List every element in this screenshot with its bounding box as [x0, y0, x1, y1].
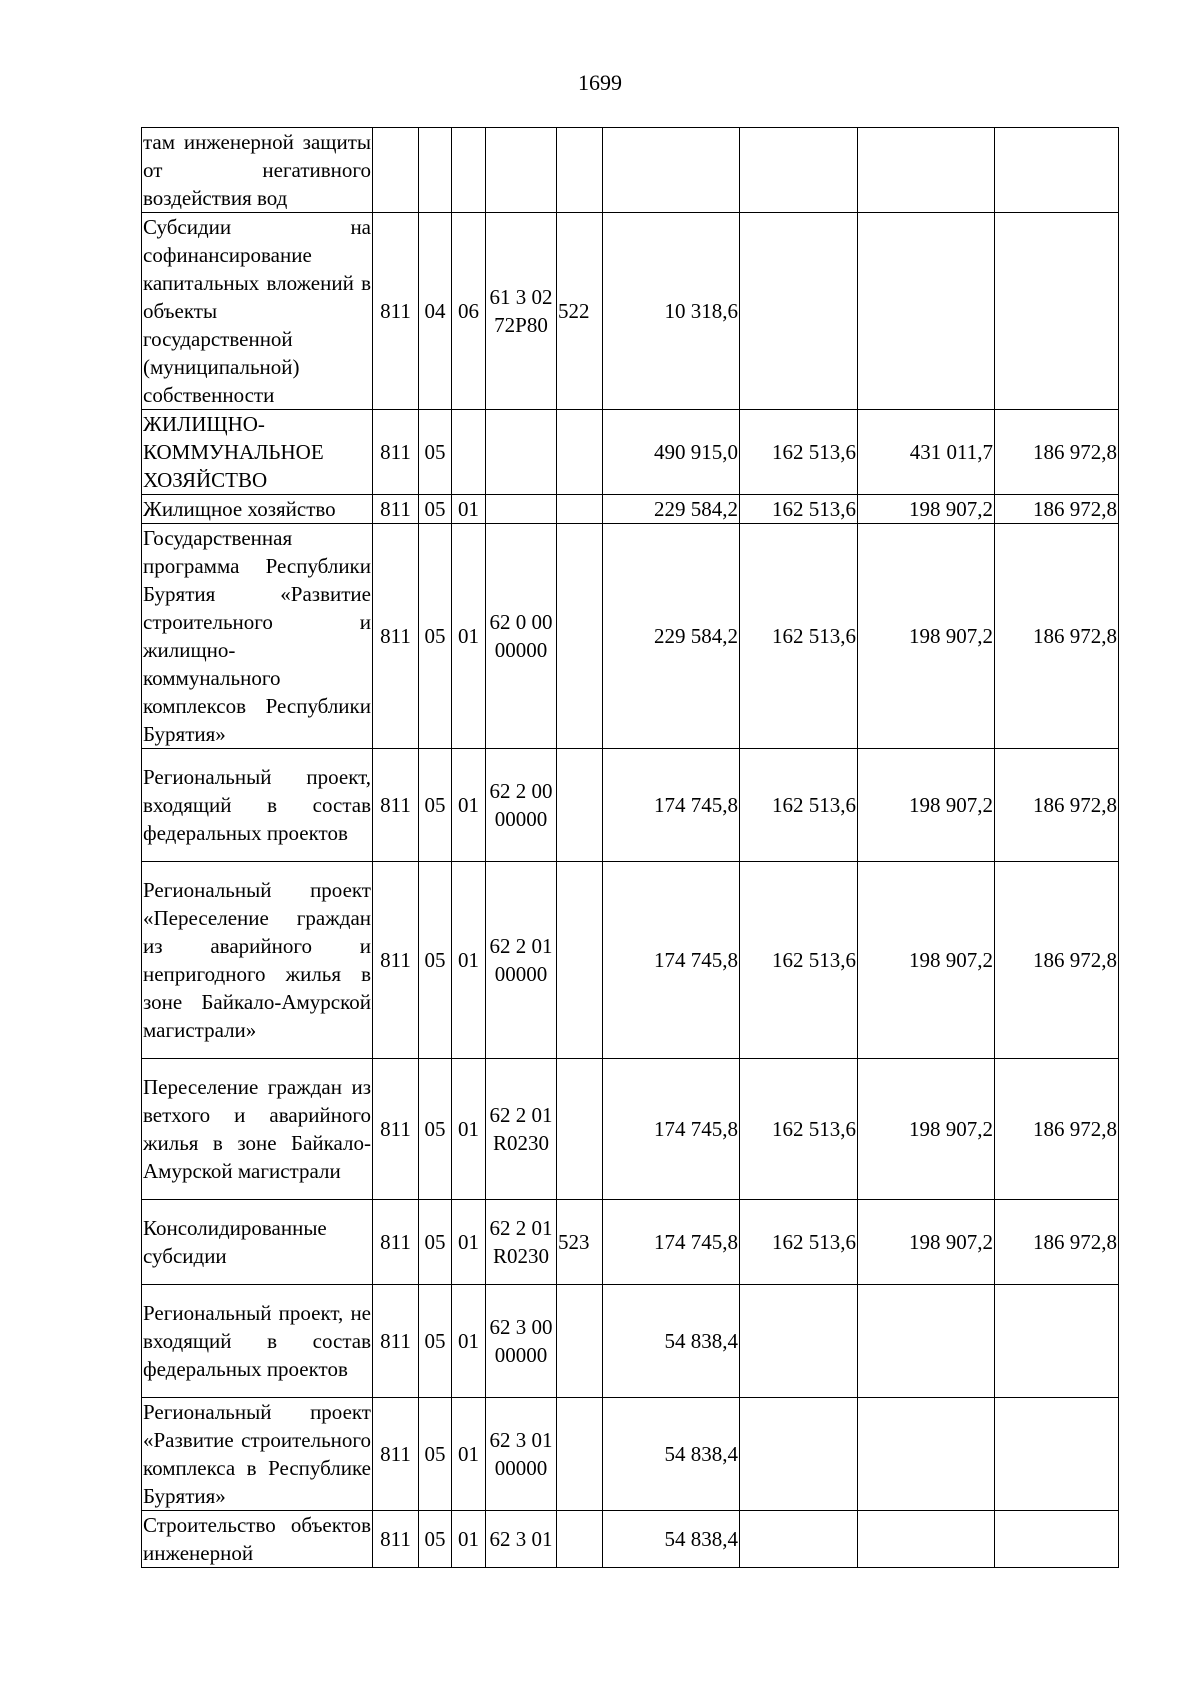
target-article-code — [486, 410, 557, 495]
subsection-code — [452, 128, 486, 213]
subsection-code: 01 — [452, 1511, 486, 1568]
subsection-code: 01 — [452, 524, 486, 749]
table-row — [142, 1398, 1119, 1511]
amount-2 — [740, 1285, 858, 1398]
amount-4: 186 972,8 — [995, 1200, 1119, 1285]
amount-4 — [995, 213, 1119, 410]
ministry-code: 811 — [373, 862, 419, 1059]
amount-3 — [858, 1398, 995, 1511]
expense-type-code — [557, 1285, 603, 1398]
target-article-code: 62 3 01 — [486, 1511, 557, 1568]
table-row — [142, 862, 1119, 1059]
amount-3: 198 907,2 — [858, 749, 995, 862]
expense-type-code — [557, 128, 603, 213]
table-row — [142, 410, 1119, 495]
amount-4: 186 972,8 — [995, 862, 1119, 1059]
row-description: Консолидированные субсидии — [142, 1200, 373, 1285]
amount-2: 162 513,6 — [740, 749, 858, 862]
subsection-code: 01 — [452, 862, 486, 1059]
section-code — [419, 128, 452, 213]
expense-type-code — [557, 1398, 603, 1511]
amount-1 — [603, 128, 740, 213]
ministry-code: 811 — [373, 1398, 419, 1511]
amount-2: 162 513,6 — [740, 1059, 858, 1200]
ministry-code: 811 — [373, 1285, 419, 1398]
amount-1: 174 745,8 — [603, 749, 740, 862]
ministry-code: 811 — [373, 1511, 419, 1568]
subsection-code: 01 — [452, 749, 486, 862]
expense-type-code: 523 — [557, 1200, 603, 1285]
amount-1: 10 318,6 — [603, 213, 740, 410]
subsection-code: 01 — [452, 1285, 486, 1398]
expense-type-code — [557, 1059, 603, 1200]
target-article-code — [486, 128, 557, 213]
ministry-code: 811 — [373, 495, 419, 524]
amount-3 — [858, 213, 995, 410]
amount-3 — [858, 128, 995, 213]
row-description: Региональный проект, входящий в состав федеральных проектов — [142, 749, 373, 862]
amount-2: 162 513,6 — [740, 862, 858, 1059]
amount-3: 198 907,2 — [858, 862, 995, 1059]
amount-1: 54 838,4 — [603, 1398, 740, 1511]
section-code: 05 — [419, 495, 452, 524]
row-description: Региональный проект, не входящий в состав федеральных проектов — [142, 1285, 373, 1398]
table-row — [142, 1200, 1119, 1285]
row-description: Субсидии на софинансирование капитальных вложений в объекты государственной (муниципальной) собственности — [142, 213, 373, 410]
row-description: Строительство объектов инженерной — [142, 1511, 373, 1568]
expense-type-code: 522 — [557, 213, 603, 410]
ministry-code: 811 — [373, 1200, 419, 1285]
amount-3: 198 907,2 — [858, 1059, 995, 1200]
amount-1: 174 745,8 — [603, 1200, 740, 1285]
table-row — [142, 1511, 1119, 1568]
table-row — [142, 213, 1119, 410]
expense-type-code — [557, 495, 603, 524]
ministry-code — [373, 128, 419, 213]
expense-type-code — [557, 410, 603, 495]
target-article-code: 62 2 00 00000 — [486, 749, 557, 862]
amount-4: 186 972,8 — [995, 524, 1119, 749]
target-article-code: 62 2 01 00000 — [486, 862, 557, 1059]
amount-1: 174 745,8 — [603, 1059, 740, 1200]
row-description: Региональный проект «Переселение граждан из аварийного и непригодного жилья в зоне Байкало-Амурской магистрали» — [142, 862, 373, 1059]
table-row — [142, 1059, 1119, 1200]
row-description: ЖИЛИЩНО-КОММУНАЛЬНОЕ ХОЗЯЙСТВО — [142, 410, 373, 495]
amount-1: 54 838,4 — [603, 1511, 740, 1568]
amount-4: 186 972,8 — [995, 495, 1119, 524]
table-row — [142, 524, 1119, 749]
subsection-code: 01 — [452, 1200, 486, 1285]
row-description: Переселение граждан из ветхого и аварийного жилья в зоне Байкало-Амурской магистрали — [142, 1059, 373, 1200]
section-code: 04 — [419, 213, 452, 410]
page-number: 1699 — [578, 70, 622, 95]
subsection-code: 01 — [452, 1398, 486, 1511]
table-row — [142, 749, 1119, 862]
section-code: 05 — [419, 1059, 452, 1200]
amount-2: 162 513,6 — [740, 495, 858, 524]
row-description: Региональный проект «Развитие строительного комплекса в Республике Бурятия» — [142, 1398, 373, 1511]
amount-2 — [740, 1511, 858, 1568]
subsection-code: 01 — [452, 1059, 486, 1200]
target-article-code: 62 3 01 00000 — [486, 1398, 557, 1511]
amount-1: 174 745,8 — [603, 862, 740, 1059]
ministry-code: 811 — [373, 213, 419, 410]
amount-2 — [740, 213, 858, 410]
section-code: 05 — [419, 1200, 452, 1285]
target-article-code: 62 2 01 R0230 — [486, 1200, 557, 1285]
table-row — [142, 495, 1119, 524]
ministry-code: 811 — [373, 410, 419, 495]
expense-type-code — [557, 862, 603, 1059]
amount-3: 198 907,2 — [858, 495, 995, 524]
amount-4 — [995, 1511, 1119, 1568]
amount-4: 186 972,8 — [995, 410, 1119, 495]
amount-2 — [740, 128, 858, 213]
target-article-code: 62 3 00 00000 — [486, 1285, 557, 1398]
amount-2: 162 513,6 — [740, 410, 858, 495]
ministry-code: 811 — [373, 1059, 419, 1200]
amount-2: 162 513,6 — [740, 524, 858, 749]
table-row — [142, 1285, 1119, 1398]
target-article-code: 62 0 00 00000 — [486, 524, 557, 749]
amount-3: 198 907,2 — [858, 524, 995, 749]
section-code: 05 — [419, 1285, 452, 1398]
amount-3 — [858, 1285, 995, 1398]
budget-table — [141, 127, 1119, 1568]
ministry-code: 811 — [373, 749, 419, 862]
expense-type-code — [557, 749, 603, 862]
amount-3: 198 907,2 — [858, 1200, 995, 1285]
amount-2: 162 513,6 — [740, 1200, 858, 1285]
amount-4 — [995, 128, 1119, 213]
section-code: 05 — [419, 862, 452, 1059]
amount-4 — [995, 1398, 1119, 1511]
section-code: 05 — [419, 524, 452, 749]
table-row — [142, 128, 1119, 213]
amount-1: 229 584,2 — [603, 524, 740, 749]
target-article-code: 61 3 02 72P80 — [486, 213, 557, 410]
subsection-code: 01 — [452, 495, 486, 524]
section-code: 05 — [419, 1398, 452, 1511]
ministry-code: 811 — [373, 524, 419, 749]
subsection-code: 06 — [452, 213, 486, 410]
amount-3: 431 011,7 — [858, 410, 995, 495]
row-description: Жилищное хозяйство — [142, 495, 373, 524]
amount-4 — [995, 1285, 1119, 1398]
target-article-code — [486, 495, 557, 524]
section-code: 05 — [419, 1511, 452, 1568]
amount-4: 186 972,8 — [995, 749, 1119, 862]
amount-4: 186 972,8 — [995, 1059, 1119, 1200]
amount-1: 490 915,0 — [603, 410, 740, 495]
section-code: 05 — [419, 410, 452, 495]
subsection-code — [452, 410, 486, 495]
target-article-code: 62 2 01 R0230 — [486, 1059, 557, 1200]
expense-type-code — [557, 1511, 603, 1568]
row-description: там инженерной защиты от негативного воздействия вод — [142, 128, 373, 213]
amount-2 — [740, 1398, 858, 1511]
expense-type-code — [557, 524, 603, 749]
row-description: Государственная программа Республики Бурятия «Развитие строительного и жилищно-коммунального комплексов Республики Бурятия» — [142, 524, 373, 749]
amount-3 — [858, 1511, 995, 1568]
amount-1: 229 584,2 — [603, 495, 740, 524]
amount-1: 54 838,4 — [603, 1285, 740, 1398]
section-code: 05 — [419, 749, 452, 862]
